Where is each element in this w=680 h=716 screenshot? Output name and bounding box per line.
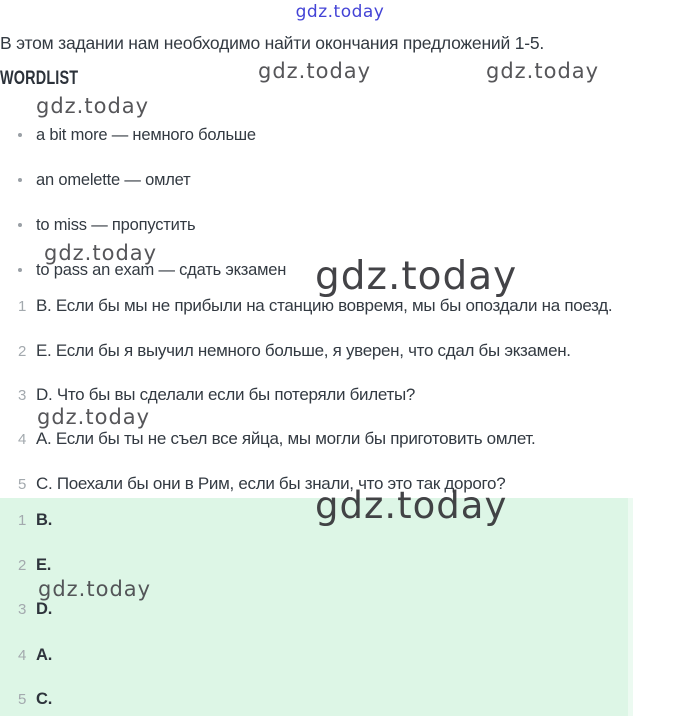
watermark: gdz.today — [44, 241, 158, 265]
gdz-today-link[interactable]: gdz.today — [295, 2, 385, 22]
sentence-text: D. Что бы вы сделали если бы потеряли билеты? — [36, 385, 416, 404]
sentence-number: 5 — [18, 476, 27, 493]
sentence-row — [0, 341, 680, 361]
answer-row — [0, 600, 680, 619]
answer-row — [0, 556, 680, 575]
sentence-text: E. Если бы я выучил немного больше, я уверен, что сдал бы экзамен. — [36, 341, 571, 360]
answer-letter: D. — [36, 600, 53, 618]
watermark: gdz.today — [315, 484, 508, 527]
bullet-icon — [18, 178, 22, 182]
wordlist-item — [0, 216, 680, 235]
watermark: gdz.today — [258, 59, 372, 83]
answer-row — [0, 646, 680, 665]
sentence-number: 4 — [18, 431, 27, 448]
sentence-text: B. Если бы мы не прибыли на станцию вовремя, мы бы опоздали на поезд. — [36, 296, 613, 315]
bullet-icon — [18, 223, 22, 227]
sentence-text: C. Поехали бы они в Рим, если бы знали, что это так дорого? — [36, 474, 506, 493]
answer-letter: A. — [36, 646, 53, 664]
answer-row — [0, 690, 680, 709]
sentence-number: 1 — [18, 298, 27, 315]
sentence-row — [0, 296, 680, 316]
wordlist-heading: WORDLIST — [0, 68, 79, 89]
wordlist-item — [0, 126, 680, 145]
answer-letter: E. — [36, 556, 52, 574]
wordlist-item-text: to miss — пропустить — [36, 216, 196, 234]
watermark: gdz.today — [315, 254, 518, 299]
bullet-icon — [18, 133, 22, 137]
answer-number: 5 — [18, 691, 27, 708]
answer-number: 2 — [18, 557, 27, 574]
answer-number: 3 — [18, 601, 27, 618]
wordlist-item-text: a bit more — немного больше — [36, 126, 256, 144]
answer-row — [0, 511, 680, 530]
sentence-row — [0, 385, 680, 405]
watermark: gdz.today — [36, 94, 150, 118]
watermark: gdz.today — [486, 59, 600, 83]
wordlist-item-text: an omelette — омлет — [36, 171, 191, 189]
sentence-row — [0, 429, 680, 449]
bullet-icon — [18, 268, 22, 272]
wordlist-item-text: to pass an exam — сдать экзамен — [36, 261, 287, 279]
sentence-text: A. Если бы ты не съел все яйца, мы могли бы приготовить омлет. — [36, 429, 536, 448]
answer-number: 4 — [18, 647, 27, 664]
watermark: gdz.today — [37, 405, 151, 429]
intro-text: В этом задании нам необходимо найти окончания предложений 1-5. — [0, 33, 545, 53]
wordlist-item — [0, 171, 680, 190]
sentence-number: 2 — [18, 343, 27, 360]
watermark: gdz.today — [38, 577, 152, 601]
answer-letter: B. — [36, 511, 53, 529]
sentence-number: 3 — [18, 387, 27, 404]
answer-number: 1 — [18, 512, 27, 529]
answer-letter: C. — [36, 690, 53, 708]
